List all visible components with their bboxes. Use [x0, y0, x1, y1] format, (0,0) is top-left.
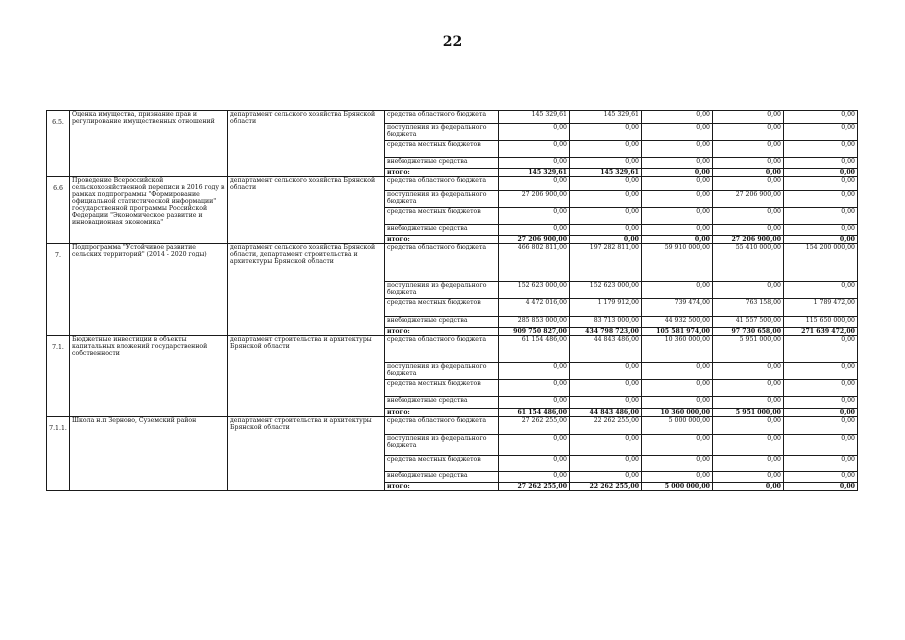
amount-year-4: 0,00 [784, 435, 858, 456]
amount-year-4: 0,00 [784, 380, 858, 397]
amount-total: 27 262 255,00 [499, 417, 570, 435]
amount-year-1: 0,00 [570, 141, 642, 158]
amount-year-2: 0,00 [642, 380, 713, 397]
amount-year-4: 0,00 [784, 169, 858, 177]
amount-year-1: 0,00 [570, 191, 642, 208]
amount-year-1: 145 329,61 [570, 169, 642, 177]
item-number-label: 6.6 [53, 185, 63, 192]
amount-year-3: 5 951 000,00 [713, 336, 784, 363]
amount-total: 0,00 [499, 456, 570, 472]
funding-source: поступления из федерального бюджета [385, 435, 499, 456]
amount-year-3: 0,00 [713, 177, 784, 191]
funding-source: поступления из федерального бюджета [385, 124, 499, 141]
amount-year-3: 0,00 [713, 124, 784, 141]
amount-year-2: 0,00 [642, 282, 713, 299]
funding-source: итого: [385, 328, 499, 336]
amount-year-3: 0,00 [713, 397, 784, 409]
amount-year-3: 97 730 658,00 [713, 328, 784, 336]
funding-source: средства областного бюджета [385, 177, 499, 191]
amount-year-4: 0,00 [784, 456, 858, 472]
amount-total: 0,00 [499, 177, 570, 191]
amount-year-1: 0,00 [570, 472, 642, 483]
item-executor: департамент сельского хозяйства Брянской области [228, 111, 385, 177]
amount-total: 0,00 [499, 158, 570, 169]
amount-year-2: 0,00 [642, 397, 713, 409]
amount-year-3: 0,00 [713, 380, 784, 397]
amount-year-3: 0,00 [713, 208, 784, 225]
amount-year-3: 0,00 [713, 417, 784, 435]
amount-total: 0,00 [499, 363, 570, 380]
amount-total: 27 262 255,00 [499, 483, 570, 491]
amount-year-3: 27 206 900,00 [713, 236, 784, 244]
amount-year-1: 0,00 [570, 158, 642, 169]
item-number-label: 7.1. [52, 344, 64, 351]
item-number [47, 177, 70, 244]
item-name: Оценка имущества, признание прав и регулирование имущественных отношений [70, 111, 228, 177]
item-name: Бюджетные инвестиции в объекты капитальных вложений государственной собственности [70, 336, 228, 417]
amount-total: 4 472 016,00 [499, 299, 570, 317]
amount-year-3: 5 951 000,00 [713, 409, 784, 417]
amount-year-1: 0,00 [570, 177, 642, 191]
amount-year-3: 0,00 [713, 169, 784, 177]
amount-year-4: 0,00 [784, 397, 858, 409]
amount-year-3: 0,00 [713, 111, 784, 124]
amount-total: 145 329,61 [499, 169, 570, 177]
amount-year-1: 44 843 486,00 [570, 409, 642, 417]
funding-source: средства местных бюджетов [385, 141, 499, 158]
amount-year-3: 0,00 [713, 282, 784, 299]
amount-year-4: 0,00 [784, 124, 858, 141]
amount-year-4: 1 789 472,00 [784, 299, 858, 317]
amount-year-1: 145 329,61 [570, 111, 642, 124]
amount-year-2: 0,00 [642, 236, 713, 244]
amount-year-2: 0,00 [642, 124, 713, 141]
amount-year-1: 44 843 486,00 [570, 336, 642, 363]
amount-year-1: 0,00 [570, 380, 642, 397]
amount-year-1: 22 262 255,00 [570, 417, 642, 435]
item-executor: департамент строительства и архитектуры Брянской области [228, 417, 385, 491]
funding-source: средства местных бюджетов [385, 208, 499, 225]
funding-source: средства местных бюджетов [385, 456, 499, 472]
item-number [47, 336, 70, 417]
amount-year-3: 27 206 900,00 [713, 191, 784, 208]
amount-year-4: 0,00 [784, 409, 858, 417]
funding-source: поступления из федерального бюджета [385, 363, 499, 380]
item-number-label: 7. [55, 252, 61, 259]
amount-year-4: 0,00 [784, 363, 858, 380]
amount-year-2: 0,00 [642, 208, 713, 225]
amount-year-2: 0,00 [642, 177, 713, 191]
amount-year-4: 271 639 472,00 [784, 328, 858, 336]
amount-year-2: 0,00 [642, 158, 713, 169]
amount-year-2: 59 910 000,00 [642, 244, 713, 282]
amount-total: 0,00 [499, 141, 570, 158]
item-number-label: 6.5. [52, 119, 64, 126]
amount-year-1: 0,00 [570, 435, 642, 456]
amount-year-1: 1 179 912,00 [570, 299, 642, 317]
funding-source: поступления из федерального бюджета [385, 282, 499, 299]
page-number: 22 [442, 34, 463, 50]
amount-year-2: 0,00 [642, 456, 713, 472]
amount-year-1: 0,00 [570, 397, 642, 409]
amount-year-3: 0,00 [713, 456, 784, 472]
amount-year-2: 739 474,00 [642, 299, 713, 317]
item-number [47, 111, 70, 177]
amount-total: 0,00 [499, 124, 570, 141]
amount-year-1: 0,00 [570, 363, 642, 380]
amount-year-4: 0,00 [784, 177, 858, 191]
amount-year-3: 763 158,00 [713, 299, 784, 317]
item-name: Подпрограмма "Устойчивое развитие сельских территорий" (2014 - 2020 годы) [70, 244, 228, 336]
budget-table [46, 110, 858, 491]
amount-year-1: 0,00 [570, 236, 642, 244]
funding-source: средства областного бюджета [385, 336, 499, 363]
amount-year-3: 0,00 [713, 435, 784, 456]
funding-source: внебюджетные средства [385, 317, 499, 328]
amount-year-2: 0,00 [642, 225, 713, 236]
funding-source: итого: [385, 169, 499, 177]
amount-total: 0,00 [499, 380, 570, 397]
item-name: Школа н.п Зерново, Суземский район [70, 417, 228, 491]
amount-year-1: 0,00 [570, 208, 642, 225]
amount-total: 0,00 [499, 397, 570, 409]
amount-total: 0,00 [499, 472, 570, 483]
item-number [47, 417, 70, 491]
amount-year-2: 105 581 974,00 [642, 328, 713, 336]
amount-year-2: 0,00 [642, 363, 713, 380]
amount-year-4: 0,00 [784, 191, 858, 208]
funding-source: внебюджетные средства [385, 397, 499, 409]
amount-total: 285 853 000,00 [499, 317, 570, 328]
amount-total: 61 154 486,00 [499, 336, 570, 363]
amount-year-1: 0,00 [570, 225, 642, 236]
amount-total: 61 154 486,00 [499, 409, 570, 417]
item-executor: департамент сельского хозяйства Брянской области [228, 177, 385, 244]
amount-year-4: 0,00 [784, 282, 858, 299]
amount-year-4: 0,00 [784, 336, 858, 363]
amount-year-1: 434 798 723,00 [570, 328, 642, 336]
table-row [47, 244, 858, 282]
funding-source: итого: [385, 236, 499, 244]
funding-source: поступления из федерального бюджета [385, 191, 499, 208]
funding-source: средства местных бюджетов [385, 299, 499, 317]
table-row [47, 417, 858, 435]
amount-year-4: 115 650 000,00 [784, 317, 858, 328]
amount-year-2: 0,00 [642, 435, 713, 456]
amount-total: 27 206 900,00 [499, 236, 570, 244]
amount-total: 0,00 [499, 435, 570, 456]
amount-year-4: 0,00 [784, 158, 858, 169]
amount-year-3: 0,00 [713, 141, 784, 158]
table-row [47, 336, 858, 363]
amount-year-2: 0,00 [642, 169, 713, 177]
amount-year-4: 0,00 [784, 111, 858, 124]
funding-source: средства областного бюджета [385, 417, 499, 435]
amount-year-1: 22 262 255,00 [570, 483, 642, 491]
amount-year-3: 0,00 [713, 472, 784, 483]
amount-year-4: 0,00 [784, 417, 858, 435]
amount-year-4: 0,00 [784, 208, 858, 225]
amount-total: 145 329,61 [499, 111, 570, 124]
amount-year-2: 0,00 [642, 472, 713, 483]
amount-year-2: 0,00 [642, 111, 713, 124]
table-row [47, 111, 858, 124]
amount-year-1: 197 282 811,00 [570, 244, 642, 282]
amount-year-2: 5 000 000,00 [642, 417, 713, 435]
funding-source: внебюджетные средства [385, 225, 499, 236]
amount-year-4: 0,00 [784, 225, 858, 236]
funding-source: средства местных бюджетов [385, 380, 499, 397]
item-number [47, 244, 70, 336]
item-number-label: 7.1.1. [49, 425, 67, 432]
amount-year-3: 0,00 [713, 225, 784, 236]
amount-total: 909 750 827,00 [499, 328, 570, 336]
table-row [47, 177, 858, 191]
funding-source: итого: [385, 483, 499, 491]
amount-year-1: 0,00 [570, 124, 642, 141]
amount-year-1: 152 623 000,00 [570, 282, 642, 299]
funding-source: средства областного бюджета [385, 111, 499, 124]
amount-total: 0,00 [499, 208, 570, 225]
amount-year-4: 0,00 [784, 141, 858, 158]
amount-year-1: 83 713 000,00 [570, 317, 642, 328]
amount-year-4: 0,00 [784, 483, 858, 491]
item-executor: департамент строительства и архитектуры Брянской области [228, 336, 385, 417]
amount-total: 466 802 811,00 [499, 244, 570, 282]
amount-year-2: 5 000 000,00 [642, 483, 713, 491]
amount-year-4: 0,00 [784, 236, 858, 244]
amount-year-2: 10 360 000,00 [642, 336, 713, 363]
amount-year-3: 0,00 [713, 363, 784, 380]
amount-year-4: 0,00 [784, 472, 858, 483]
amount-total: 0,00 [499, 225, 570, 236]
amount-year-2: 0,00 [642, 191, 713, 208]
amount-total: 152 623 000,00 [499, 282, 570, 299]
amount-total: 27 206 900,00 [499, 191, 570, 208]
amount-year-1: 0,00 [570, 456, 642, 472]
item-name: Проведение Всероссийской сельскохозяйственной переписи в 2016 году в рамках подпрограммы "Формирование официальной статистической информации" государственной программы Российской Федерации "Экономическое развитие и инновационная экономика" [70, 177, 228, 244]
amount-year-2: 44 932 500,00 [642, 317, 713, 328]
amount-year-3: 55 410 000,00 [713, 244, 784, 282]
funding-source: внебюджетные средства [385, 158, 499, 169]
amount-year-3: 0,00 [713, 483, 784, 491]
amount-year-2: 10 360 000,00 [642, 409, 713, 417]
funding-source: внебюджетные средства [385, 472, 499, 483]
funding-source: итого: [385, 409, 499, 417]
amount-year-3: 41 557 500,00 [713, 317, 784, 328]
item-executor: департамент сельского хозяйства Брянской области, департамент строительства и архитектуры Брянской области [228, 244, 385, 336]
amount-year-4: 154 200 000,00 [784, 244, 858, 282]
funding-source: средства областного бюджета [385, 244, 499, 282]
amount-year-2: 0,00 [642, 141, 713, 158]
amount-year-3: 0,00 [713, 158, 784, 169]
